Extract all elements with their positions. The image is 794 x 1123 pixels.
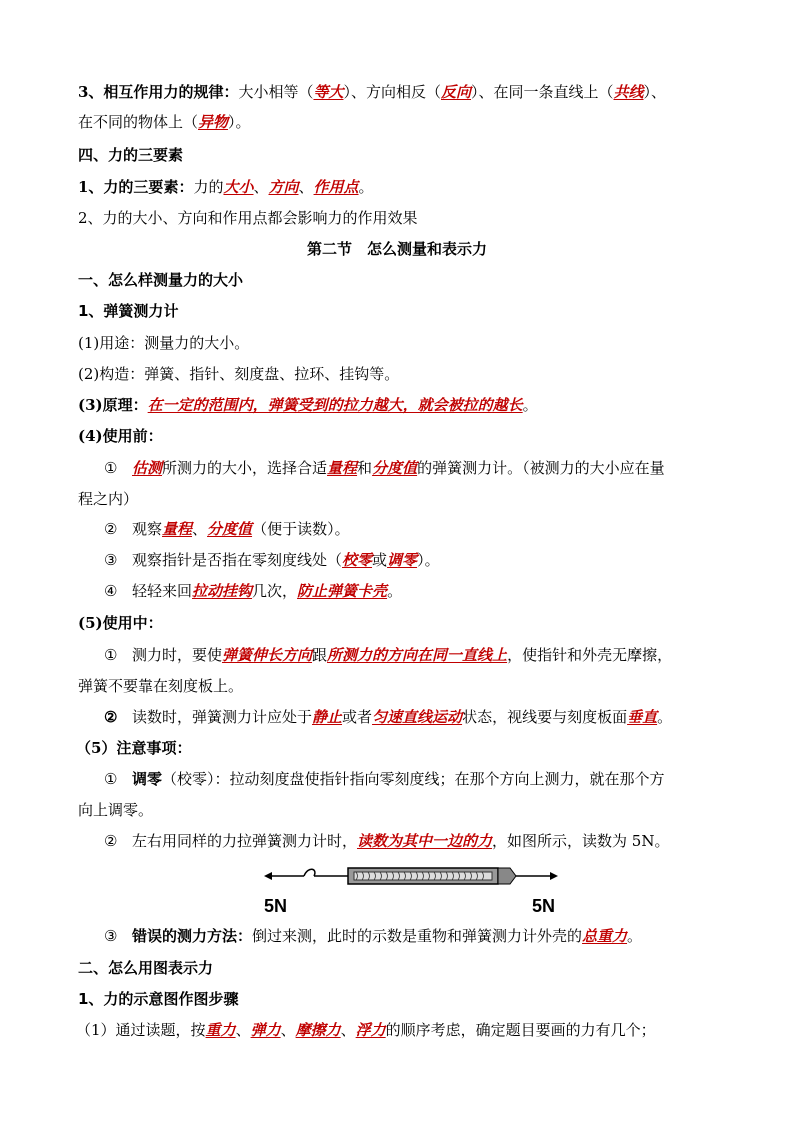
heading-measure-force: 一、怎么样测量力的大小 [78,271,244,289]
line-use: (1)用途：测量力的大小。 [78,334,250,352]
line-structure: (2)构造：弹簧、指针、刻度盘、拉环、挂钩等。 [78,365,400,383]
line-before-1-cont: 程之内） [78,490,139,508]
line-during-1-cont: 弹簧不要靠在刻度板上。 [78,677,244,695]
spring-scale-figure [262,862,562,918]
line-before-2: ② 观察量程、分度值（便于读数）。 [104,520,350,538]
heading-diagram-steps: 1、力的示意图作图步骤 [78,990,239,1008]
heading-during-use: (5)使用中： [78,614,163,632]
right-force-label: 5N [532,896,556,916]
line-notes-3: ③ 错误的测力方法：倒过来测，此时的示数是重物和弹簧测力计外壳的总重力。 [104,927,643,945]
line-notes-2: ② 左右用同样的力拉弹簧测力计时，读数为其中一边的力，如图所示，读数为 5N。 [104,832,670,850]
line-effect: 2、力的大小、方向和作用点都会影响力的作用效果 [78,209,418,227]
heading-before-use: (4)使用前： [78,427,163,445]
line-notes-1: ① 调零（校零）：拉动刻度盘使指针指向零刻度线；在那个方向上测力，就在那个方 [104,770,665,788]
line-during-1: ① 测力时，要使弹簧伸长方向跟所测力的方向在同一直线上，使指针和外壳无摩擦， [104,646,673,664]
heading-spring-scale: 1、弹簧测力计 [78,302,179,320]
line-interaction-law: 3、相互作用力的规律：大小相等（等大）、方向相反（反向）、在同一条直线上（共线）、 [78,83,667,101]
heading-represent-force: 二、怎么用图表示力 [78,959,214,977]
heading-three-elements: 四、力的三要素 [78,146,184,164]
spring-scale-diagram [262,862,562,918]
line-different-objects: 在不同的物体上（异物）。 [78,113,251,131]
line-step-1: （1）通过读题，按重力、弹力、摩擦力、浮力的顺序考虑，确定题目要画的力有几个； [76,1021,656,1039]
line-principle: (3)原理：在一定的范围内，弹簧受到的拉力越大，就会被拉的越长。 [78,396,538,414]
line-before-3: ③ 观察指针是否指在零刻度线处（校零或调零）。 [104,551,440,569]
line-notes-1-cont: 向上调零。 [78,801,154,819]
line-during-2: ② 读数时，弹簧测力计应处于静止或者匀速直线运动状态，视线要与刻度板面垂直。 [104,708,673,726]
section-title: 第二节 怎么测量和表示力 [306,240,487,258]
left-force-label: 5N [264,896,288,916]
line-before-1: ① 估测所测力的大小，选择合适量程和分度值的弹簧测力计。（被测力的大小应在量 [104,459,665,477]
heading-notes: （5）注意事项： [76,739,192,757]
line-before-4: ④ 轻轻来回拉动挂钩几次，防止弹簧卡壳。 [104,582,403,600]
line-three-elements: 1、力的三要素：力的大小、方向、作用点。 [78,178,374,196]
